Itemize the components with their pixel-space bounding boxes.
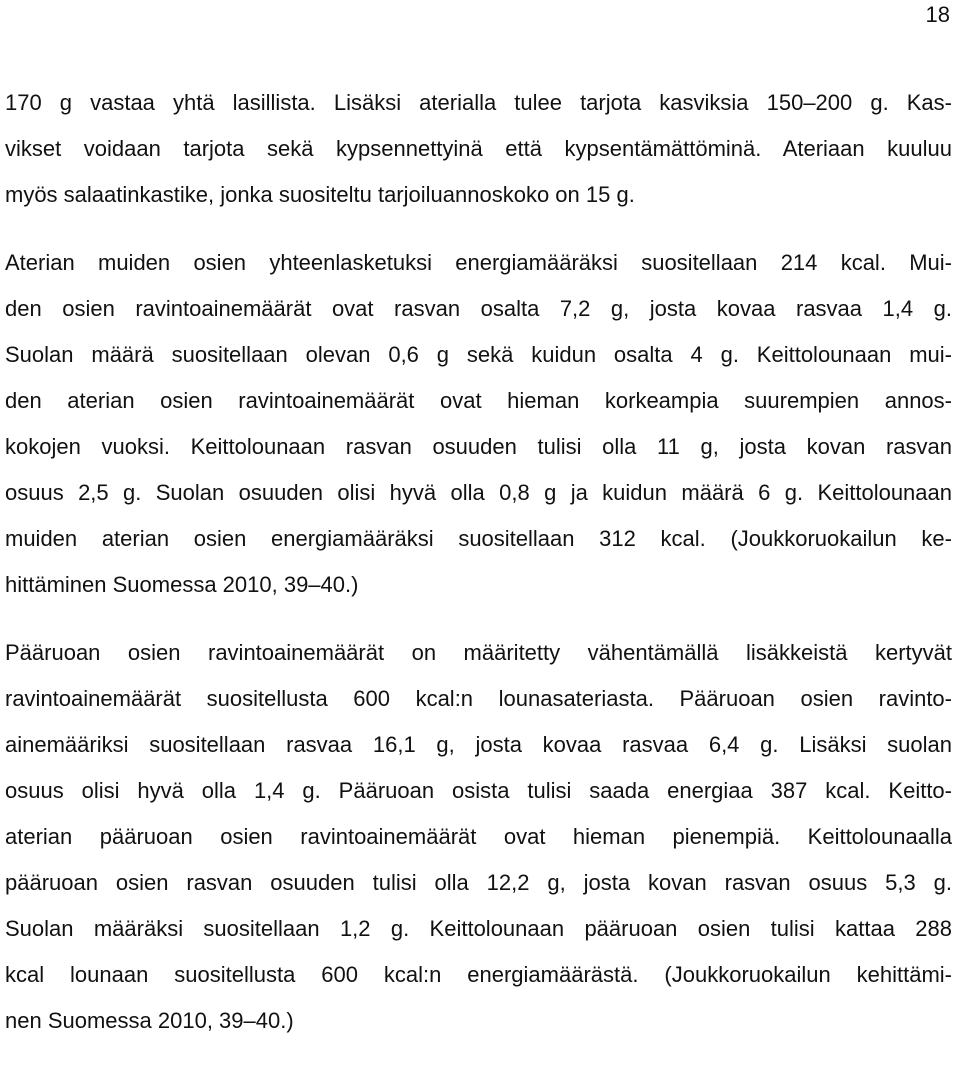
paragraph-other-meal-parts (5, 240, 952, 608)
text-line: osuus 2,5 g. Suolan osuuden olisi hyvä olla 0,8 g ja kuidun määrä 6 g. Keittolounaan (5, 480, 952, 505)
text-line: osuus olisi hyvä olla 1,4 g. Pääruoan osista tulisi saada energiaa 387 kcal. Keitto- (5, 778, 952, 803)
text-line: Suolan määrä suositellaan olevan 0,6 g sekä kuidun osalta 4 g. Keittolounaan mui- (5, 342, 952, 367)
text-line: ainemääriksi suositellaan rasvaa 16,1 g, josta kovaa rasvaa 6,4 g. Lisäksi suolan (5, 732, 952, 757)
text-line: Pääruoan osien ravintoainemäärät on määritetty vähentämällä lisäkkeistä kertyvät (5, 640, 952, 665)
text-line: kokojen vuoksi. Keittolounaan rasvan osuuden tulisi olla 11 g, josta kovan rasvan (5, 434, 952, 459)
page-number: 18 (925, 2, 950, 27)
text-line: 170 g vastaa yhtä lasillista. Lisäksi aterialla tulee tarjota kasviksia 150–200 g. Kas- (5, 90, 952, 115)
text-line: muiden aterian osien energiamääräksi suositellaan 312 kcal. (Joukkoruokailun ke- (5, 526, 952, 551)
text-line: pääruoan osien rasvan osuuden tulisi olla 12,2 g, josta kovan rasvan osuus 5,3 g. (5, 870, 952, 895)
document-body (5, 80, 952, 1066)
text-line: nen Suomessa 2010, 39–40.) (5, 1008, 294, 1033)
text-line: vikset voidaan tarjota sekä kypsennettyinä että kypsentämättöminä. Ateriaan kuuluu (5, 136, 952, 161)
text-line: myös salaatinkastike, jonka suositeltu tarjoiluannoskoko on 15 g. (5, 182, 635, 207)
text-line: ravintoainemäärät suositellusta 600 kcal:n lounasateriasta. Pääruoan osien ravinto- (5, 686, 952, 711)
paragraph-main-course-nutrients (5, 630, 952, 1044)
text-line: den aterian osien ravintoainemäärät ovat hieman korkeampia suurempien annos- (5, 388, 952, 413)
text-line: hittäminen Suomessa 2010, 39–40.) (5, 572, 359, 597)
text-line: Aterian muiden osien yhteenlasketuksi energiamääräksi suositellaan 214 kcal. Mui- (5, 250, 952, 275)
text-line: Suolan määräksi suositellaan 1,2 g. Keittolounaan pääruoan osien tulisi kattaa 288 (5, 916, 952, 941)
text-line: den osien ravintoainemäärät ovat rasvan osalta 7,2 g, josta kovaa rasvaa 1,4 g. (5, 296, 952, 321)
text-line: aterian pääruoan osien ravintoainemäärät ovat hieman pienempiä. Keittolounaalla (5, 824, 952, 849)
paragraph-salad-and-vegetables (5, 80, 952, 218)
text-line: kcal lounaan suositellusta 600 kcal:n energiamäärästä. (Joukkoruokailun kehittämi- (5, 962, 952, 987)
